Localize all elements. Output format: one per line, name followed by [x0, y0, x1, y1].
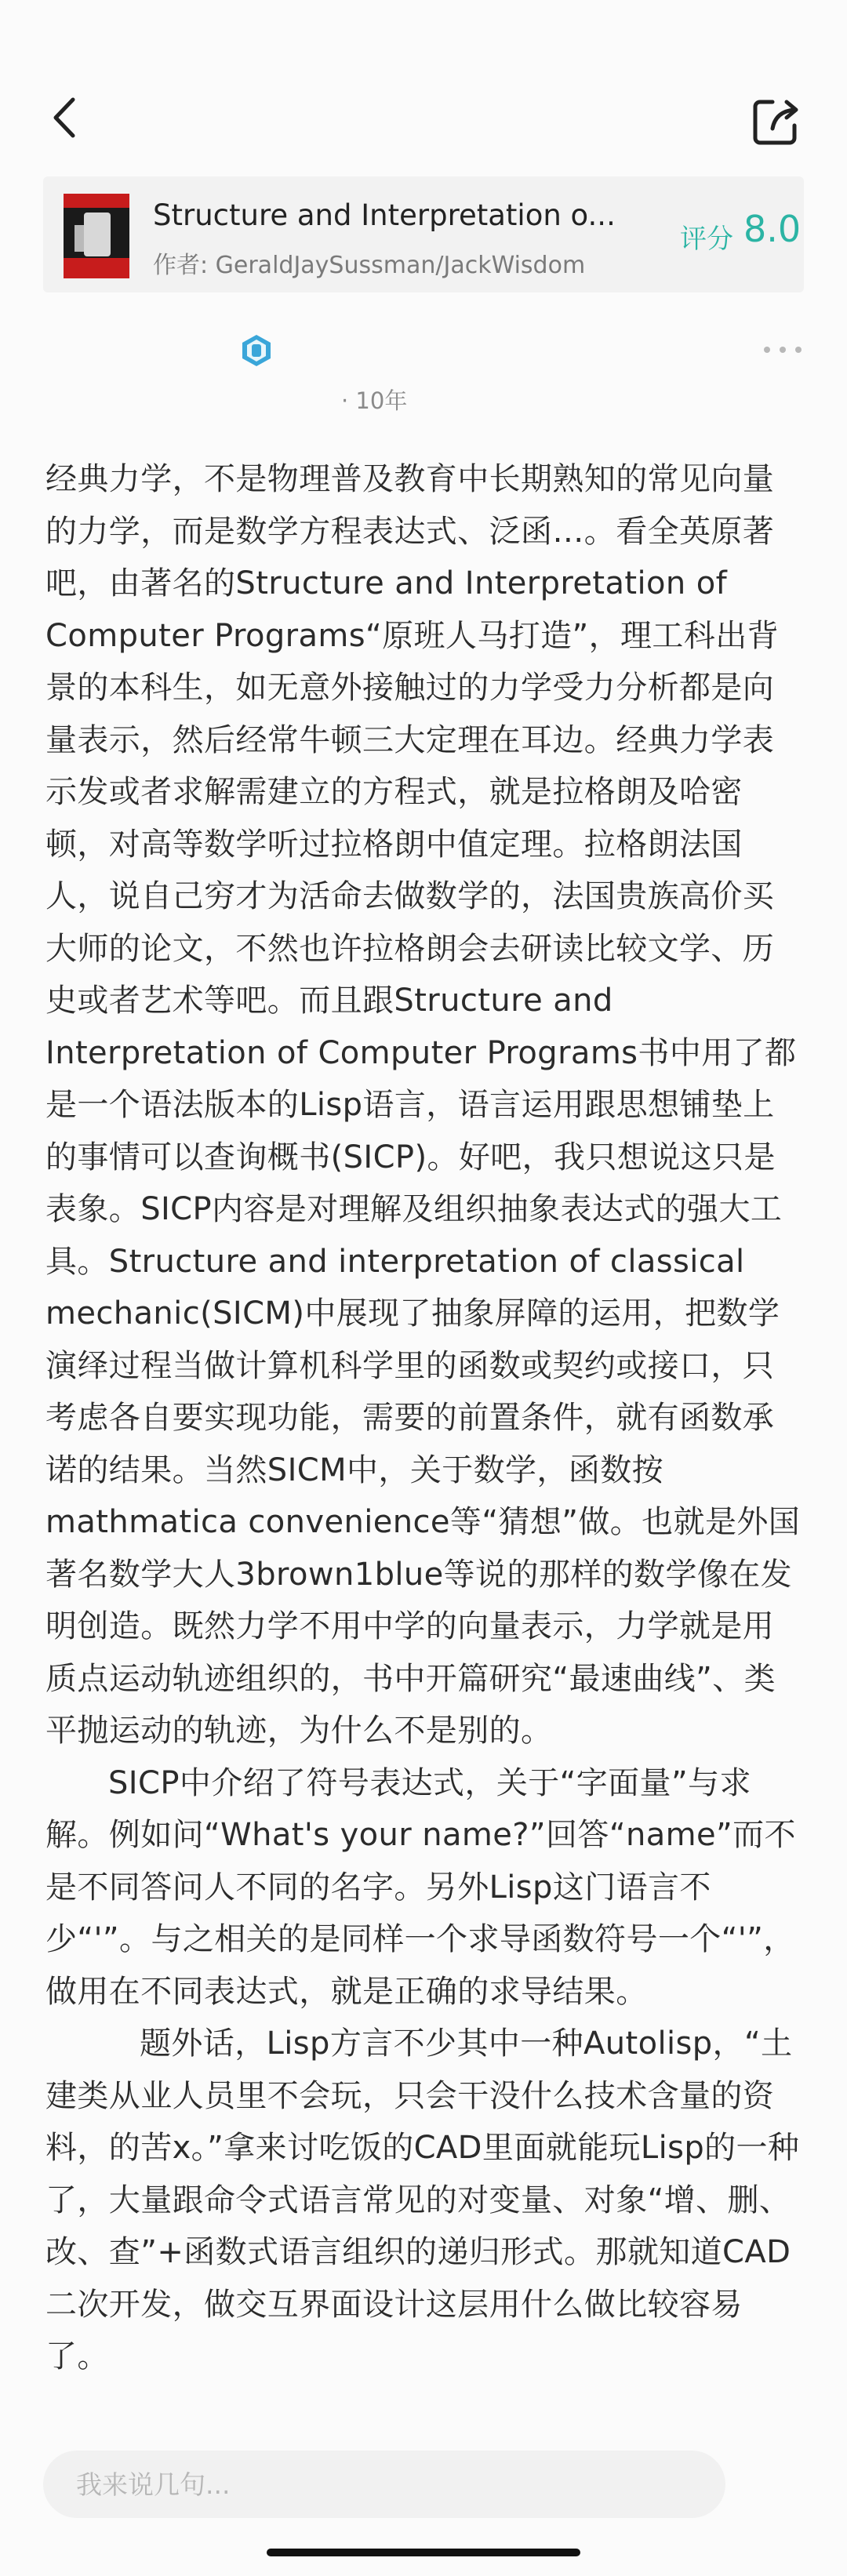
comment-bar [43, 2451, 725, 2518]
back-button[interactable] [43, 90, 90, 145]
share-button[interactable] [749, 94, 804, 149]
top-nav-bar [0, 74, 847, 169]
book-author: 作者: GeraldJaySussman/JackWisdom [153, 252, 586, 279]
book-cover-image [64, 194, 129, 278]
more-dots-icon [759, 338, 806, 362]
review-paragraph-2: SICP中介绍了符号表达式，关于“字面量”与求解。例如问“What's your name?”回答“name”而不是不同答问人不同的名字。另外Lisp这门语言不少“'”。与之相关的是同样一个求导函数符号一个“'”，做用在不同表达式，就是正确的求导结果。 [45, 1764, 796, 2010]
rating-label: 评分 [680, 223, 733, 255]
avatar-icon [239, 333, 274, 368]
book-info-card[interactable] [43, 176, 804, 292]
back-arrow-icon [43, 90, 90, 145]
rating-value: 8.0 [743, 208, 802, 250]
share-icon [749, 94, 804, 149]
review-author-row [0, 325, 847, 420]
more-options-button[interactable] [759, 338, 806, 362]
home-indicator [267, 2549, 580, 2556]
review-paragraph-1: 经典力学，不是物理普及教育中长期熟知的常见向量的力学，而是数学方程表达式、泛函…。看全英原著吧，由著名的Structure and Interpretation of Computer Programs“原班人马打造”，理工科出背景的本科生，如无意外接触过的力学受力分析都是向量表示，然后经常牛顿三大定理在耳边。经典力学表示发或者求解需建立的方程式，就是拉格朗及哈密顿，对高等数学听过拉格朗中值定理。拉格朗法国人，说自己穷才为活命去做数学的，法国贵族高价买大师的论文，不然也许拉格朗会去研读比较文学、历史或者艺术等吧。而且跟Structure and Interpretation of Computer Programs书中用了都是一个语法版本的Lisp语言，语言运用跟思想铺垫上的事情可以查询概书(SICP)。好吧，我只想说这只是表象。SICP内容是对理解及组织抽象表达式的强大工具。Structure and interpretation of classical mechanic(SICM)中展现了抽象屏障的运用，把数学演绎过程当做计算机科学里的函数或契约或接口，只考虑各自要实现功能，需要的前置条件，就有函数承诺的结果。当然SICM中，关于数学，函数按mathmatica convenience等“猜想”做。也就是外国著名数学大人3brown1blue等说的那样的数学像在发明创造。既然力学不用中学的向量表示，力学就是用质点运动轨迹组织的，书中开篇研究“最速曲线”、类平抛运动的轨迹，为什么不是别的。 [45, 461, 801, 1749]
review-paragraph-3: 题外话，Lisp方言不少其中一种Autolisp，“土建类从业人员里不会玩，只会干没什么技术含量的资料，的苦x。”拿来讨吃饭的CAD里面就能玩Lisp的一种了，大量跟命令式语言常见的对变量、对象“增、删、改、查”+函数式语言组织的递归形式。那就知道CAD二次开发，做交互界面设计这层用什么做比较容易了。 [45, 2026, 800, 2374]
book-title: Structure and Interpretation o... [153, 198, 616, 232]
user-avatar[interactable] [239, 333, 274, 368]
review-body [45, 453, 803, 2383]
comment-input[interactable] [76, 2451, 703, 2518]
review-time: · 10年 [341, 387, 408, 414]
